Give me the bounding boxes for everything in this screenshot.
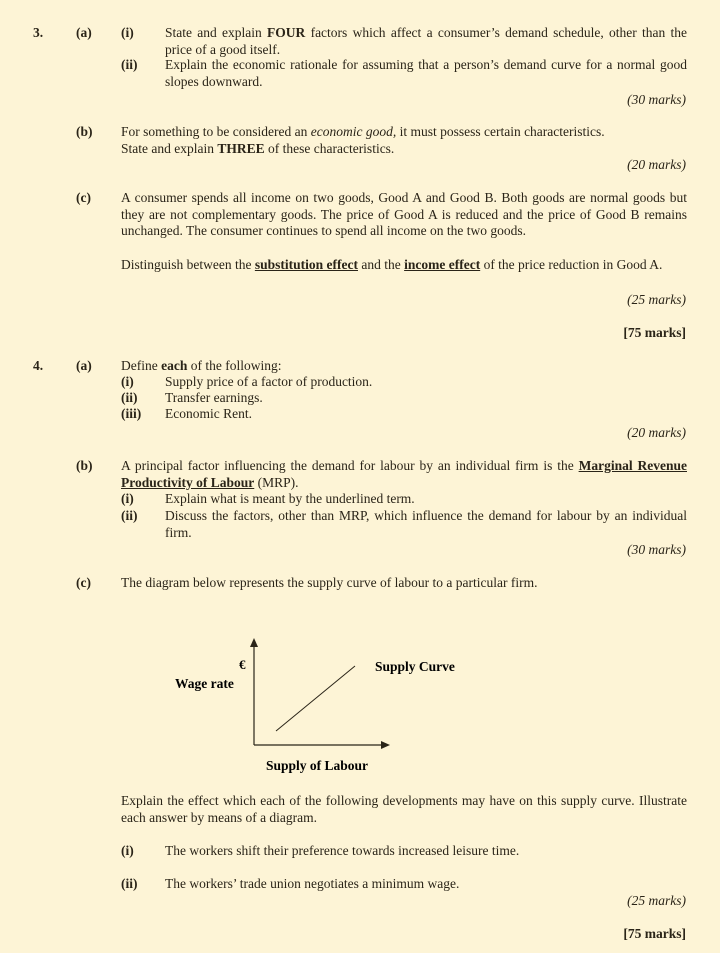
x-axis-label: Supply of Labour: [266, 758, 369, 773]
q4-part-c-label: (c): [76, 575, 91, 590]
q3-part-b-label: (b): [76, 124, 93, 139]
q4a-item-text: Supply price of a factor of production.: [165, 374, 373, 389]
q3-total-marks: [75 marks]: [623, 325, 686, 340]
q4a-item-text: Economic Rent.: [165, 406, 252, 421]
q4c-i-text: The workers shift their preference towards increased leisure time.: [165, 843, 520, 858]
q4-part-b-label: (b): [76, 458, 93, 473]
q4-total-marks: [75 marks]: [623, 926, 686, 941]
q4a-item-label: (i): [121, 374, 134, 389]
q4a-intro: Define each of the following:: [121, 358, 282, 373]
supply-curve-diagram: [150, 630, 490, 780]
q4c-marks: (25 marks): [627, 893, 686, 908]
q3a-ii-text: Explain the economic rationale for assuming that a person’s demand curve for a normal good slopes downward.: [165, 57, 687, 89]
x-axis-arrow-icon: [381, 741, 390, 749]
q4a-marks: (20 marks): [627, 425, 686, 440]
q3a-i-label: (i): [121, 25, 134, 40]
supply-curve-line: [276, 666, 355, 731]
q3c-paragraph-2: Distinguish between the substitution effect and the income effect of the price reduction in Good A.: [121, 257, 663, 272]
q3a-ii-label: (ii): [121, 57, 138, 72]
q3b-text: For something to be considered an economic good, it must possess certain characteristics. State and explain THREE of these characteristics.: [121, 124, 605, 156]
q4c-explain: Explain the effect which each of the following developments may have on this supply curve. Illustrate each answer by means of a diagram.: [121, 793, 687, 825]
q4b-i-text: Explain what is meant by the underlined term.: [165, 491, 415, 506]
q4b-marks: (30 marks): [627, 542, 686, 557]
q4a-item-label: (ii): [121, 390, 138, 405]
q3-part-a-label: (a): [76, 25, 92, 40]
q4-part-a-label: (a): [76, 358, 92, 373]
question-3-number: 3.: [33, 25, 44, 40]
q3a-marks: (30 marks): [627, 92, 686, 107]
q4a-item-label: (iii): [121, 406, 142, 421]
q3c-marks: (25 marks): [627, 292, 686, 307]
q3-part-c-label: (c): [76, 190, 91, 205]
q4c-i-label: (i): [121, 843, 134, 858]
q3b-marks: (20 marks): [627, 157, 686, 172]
question-4-number: 4.: [33, 358, 44, 373]
q4b-ii-label: (ii): [121, 508, 138, 523]
q4b-ii-text: Discuss the factors, other than MRP, which influence the demand for labour by an individual firm.: [165, 508, 687, 540]
y-axis-arrow-icon: [250, 638, 258, 647]
q4c-ii-text: The workers’ trade union negotiates a minimum wage.: [165, 876, 460, 891]
curve-label: Supply Curve: [375, 659, 455, 674]
q4b-i-label: (i): [121, 491, 134, 506]
q4c-intro: The diagram below represents the supply curve of labour to a particular firm.: [121, 575, 538, 590]
currency-symbol: €: [239, 657, 246, 672]
q4b-intro: A principal factor influencing the demand for labour by an individual firm is the Marginal Revenue Productivity of Labour (MRP).: [121, 458, 687, 490]
y-axis-label: Wage rate: [175, 676, 234, 691]
q4a-item-text: Transfer earnings.: [165, 390, 263, 405]
q4c-ii-label: (ii): [121, 876, 138, 891]
q3c-paragraph-1: A consumer spends all income on two goods, Good A and Good B. Both goods are normal goods but they are not complementary goods. The price of Good A is reduced and the price of Good B remains unchanged. The consumer continues to spend all income on the two goods.: [121, 190, 687, 238]
q3a-i-text: State and explain FOUR factors which affect a consumer’s demand schedule, other than the price of a good itself.: [165, 25, 687, 57]
